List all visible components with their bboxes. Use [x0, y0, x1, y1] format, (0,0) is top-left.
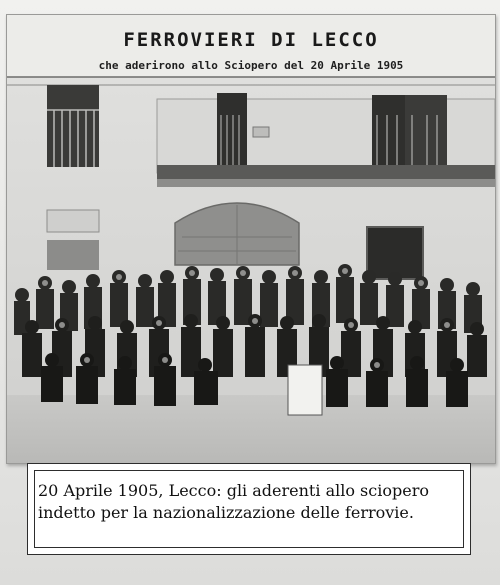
caption-text: [38, 480, 462, 524]
caption-card: [27, 463, 471, 555]
photograph-scene: [7, 15, 495, 463]
photo-subtitle: che aderirono allo Sciopero del 20 Aprile 1905: [98, 59, 404, 72]
historical-photograph: [6, 14, 496, 464]
photo-title: FERROVIERI DI LECCO: [123, 29, 379, 51]
window-left: [47, 85, 99, 167]
caption-line-1: 20 Aprile 1905, Lecco: gli aderenti allo sciopero: [38, 481, 429, 500]
caption-line-2: indetto per la nazionalizzazione delle ferrovie.: [38, 503, 414, 522]
framed-portrait: [367, 227, 423, 279]
strike-sign: [288, 365, 322, 415]
